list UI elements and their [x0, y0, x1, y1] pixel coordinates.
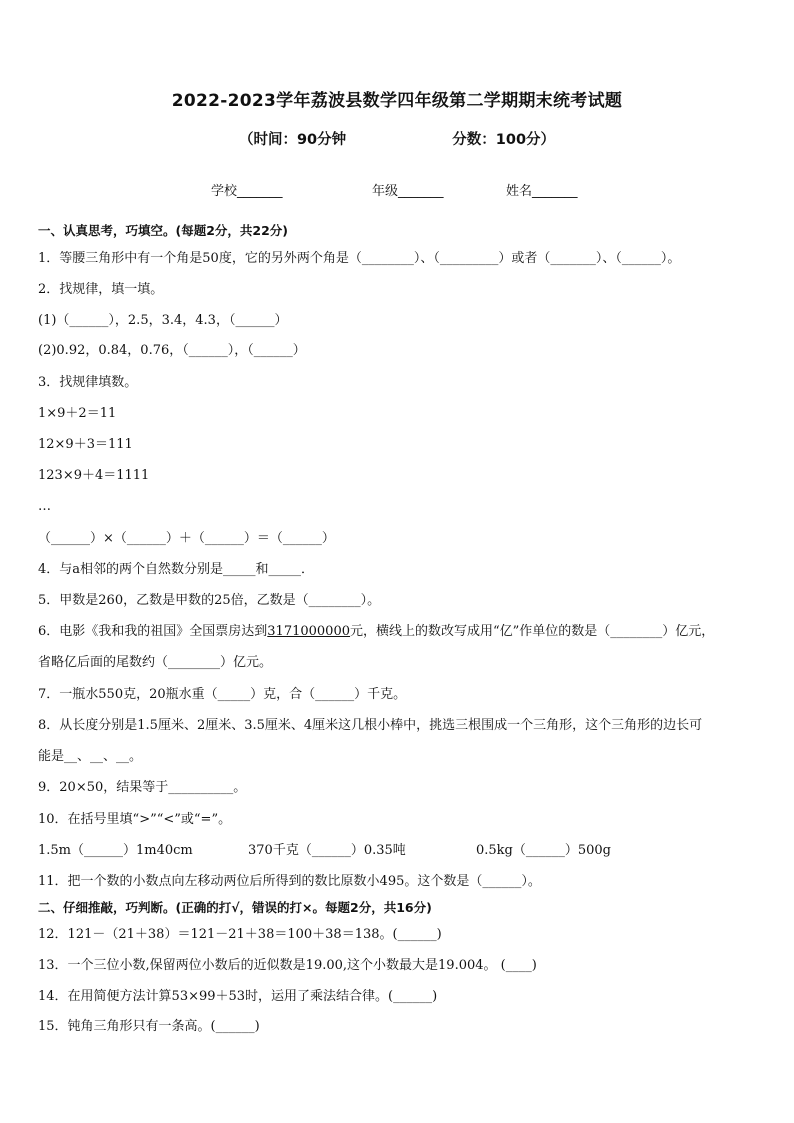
question-3-blank-eq: （______）×（______）＋（______）＝（______） — [38, 531, 335, 546]
question-3: 3．找规律填数。 — [38, 375, 138, 390]
question-6-number: 3171000000 — [267, 624, 350, 639]
question-4: 4．与a相邻的两个自然数分别是_____和_____． — [38, 562, 315, 577]
name-field: 姓名_______ — [506, 184, 578, 199]
question-2-part-1: (1)（______），2.5，3.4，4.3，（______） — [38, 313, 288, 328]
exam-time: （时间：90分钟 — [238, 132, 347, 148]
question-14: 14．在用简便方法计算53×99＋53时，运用了乘法结合律。(______) — [38, 989, 438, 1004]
question-3-eq-1: 1×9＋2＝11 — [38, 406, 117, 421]
question-2-part-2: (2)0.92，0.84，0.76，（______），（______） — [38, 343, 306, 358]
page-title: 2022-2023学年荔波县数学四年级第二学期期末统考试题 — [171, 91, 623, 111]
question-10-c: 0.5kg（______）500g — [476, 843, 612, 858]
question-3-ellipsis: … — [38, 499, 51, 514]
question-13: 13．一个三位小数,保留两位小数后的近似数是19.00,这个小数最大是19.004。 (____) — [38, 958, 537, 973]
question-7: 7．一瓶水550克，20瓶水重（_____）克，合（______）千克。 — [38, 687, 407, 702]
grade-field: 年级_______ — [372, 184, 444, 199]
question-3-eq-2: 12×9＋3＝111 — [38, 437, 133, 452]
question-2: 2．找规律，填一填。 — [38, 282, 164, 297]
question-8-line-2: 能是__、__、__。 — [38, 749, 143, 764]
question-9: 9．20×50，结果等于__________。 — [38, 780, 247, 795]
question-15: 15．钝角三角形只有一条高。(______) — [38, 1019, 260, 1034]
question-6-text: 6．电影《我和我的祖国》全国票房达到 — [38, 624, 268, 639]
question-10-b: 370千克（______）0.35吨 — [248, 843, 406, 858]
question-1: 1．等腰三角形中有一个角是50度，它的另外两个角是（________）、（_________）或者（_______）、（______）。 — [38, 251, 681, 266]
question-5: 5．甲数是260，乙数是甲数的25倍，乙数是（________）。 — [38, 593, 381, 608]
section-2-heading: 二、仔细推敲，巧判断。(正确的打√，错误的打×。每题2分，共16分) — [38, 900, 432, 915]
question-3-eq-3: 123×9＋4＝1111 — [38, 468, 150, 483]
exam-subtitle — [0, 128, 794, 149]
question-12: 12．121－（21＋38）＝121－21＋38＝100＋38＝138。(______) — [38, 927, 442, 942]
exam-score: 分数：100分） — [452, 132, 556, 148]
school-field: 学校_______ — [211, 184, 283, 199]
question-6 — [38, 623, 714, 641]
question-10: 10．在括号里填“>”“<”或“=”。 — [38, 812, 232, 827]
section-1-heading: 一、认真思考，巧填空。(每题2分，共22分) — [38, 223, 289, 238]
question-6-line-2: 省略亿后面的尾数约（________）亿元。 — [38, 655, 273, 670]
question-6-text-2: 元，横线上的数改写成用“亿”作单位的数是（________）亿元， — [350, 624, 715, 639]
question-11: 11．把一个数的小数点向左移动两位后所得到的数比原数小495。这个数是（______）。 — [38, 874, 541, 889]
question-8: 8．从长度分别是1.5厘米、2厘米、3.5厘米、4厘米这几根小棒中，挑选三根围成一个三角形，这个三角形的边长可 — [38, 718, 703, 733]
question-10-a: 1.5m（______）1m40cm — [38, 843, 193, 858]
